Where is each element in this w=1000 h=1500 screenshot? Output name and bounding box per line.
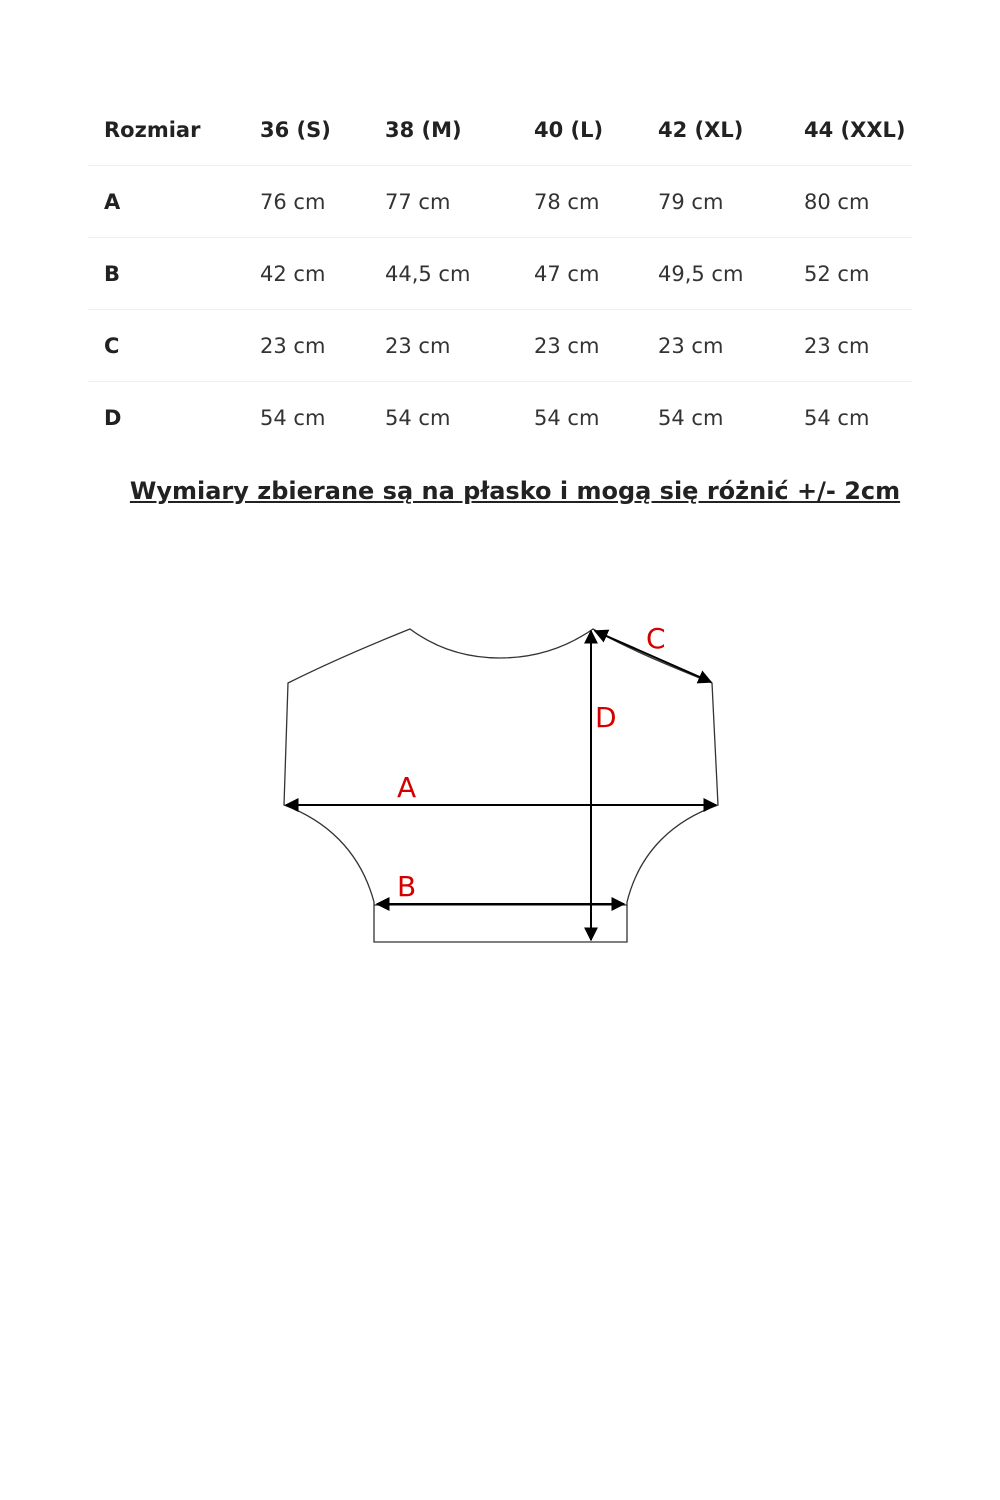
table-cell: 49,5 cm [642,238,788,310]
table-cell: 23 cm [788,310,912,382]
table-cell: 79 cm [642,166,788,238]
row-label: D [104,405,122,430]
table-cell: 23 cm [642,310,788,382]
table-cell: 23 cm [369,310,518,382]
table-cell: 23 cm [518,310,642,382]
table-cell: 54 cm [385,405,451,430]
table-cell: 44,5 cm [369,238,518,310]
table-cell: 42 cm [244,238,369,310]
table-cell: 52 cm [788,238,912,310]
header-42-xl: 42 (XL) [642,94,788,166]
header-38-m: 38 (M) [369,94,518,166]
table-cell: 23 cm [244,310,369,382]
table-cell: 47 cm [518,238,642,310]
row-label: A [88,166,244,238]
header-size: Rozmiar [88,94,244,166]
table-cell: 76 cm [244,166,369,238]
label-a: A [397,771,417,804]
header-40-l: 40 (L) [518,94,642,166]
row-label: C [88,310,244,382]
header-44-xxl: 44 (XXL) [788,94,912,166]
label-c: C [646,622,666,655]
header-36-s: 36 (S) [244,94,369,166]
label-b: B [397,870,417,903]
table-cell: 80 cm [788,166,912,238]
table-cell: 54 cm [804,405,870,430]
table-cell: 78 cm [518,166,642,238]
table-cell: 77 cm [369,166,518,238]
garment-outline [284,629,718,942]
table-cell: 54 cm [658,405,724,430]
row-label: B [88,238,244,310]
table-cell: 54 cm [260,405,326,430]
label-d: D [595,701,617,734]
measurement-note: Wymiary zbierane są na płasko i mogą się różnić +/- 2cm [129,477,901,505]
table-cell: 54 cm [534,405,600,430]
